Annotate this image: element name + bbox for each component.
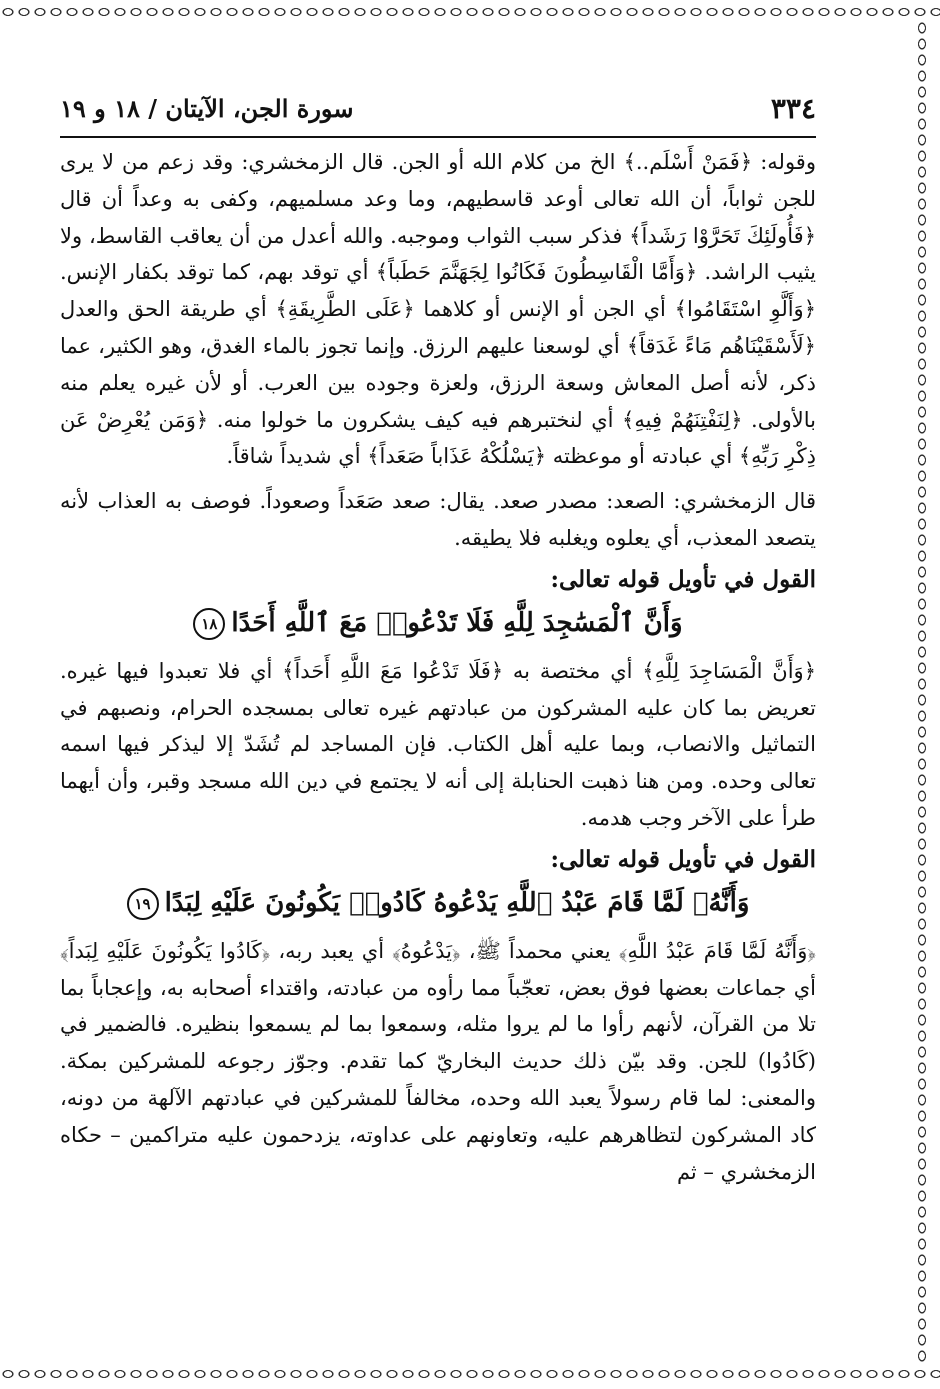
decorative-border-bottom [0, 1364, 940, 1384]
decorative-border-right [912, 20, 932, 1366]
book-page [60, 60, 816, 1360]
quran-verse [60, 601, 816, 645]
paragraph: وقوله: ﴿فَمَنْ أَسْلَم..﴾ الخ من كلام الله أو الجن. قال الزمخشري: وقد زعم من لا يرى للجن ثواباً، أن الله تعالى أوعد قاسطيهم، وما وعد مسلميهم، وكفى به وعداً أن قال ﴿فَأُولَئِكَ تَحَرَّوْا رَشَداً﴾ فذكر سبب الثواب وموجبه. والله أعدل من أن يعاقب القاسط، ولا يثيب الراشد. ﴿وَأَمَّا الْقَاسِطُونَ فَكَانُوا لِجَهَنَّمَ حَطَباً﴾ أي توقد بهم، كما توقد بكفار الإنس. ﴿وَأَلَّوِ اسْتَقَامُوا﴾ أي الجن أو الإنس أو كلاهما ﴿عَلَى الطَّرِيقَةِ﴾ أي طريقة الحق والعدل ﴿لَأَسْقَيْنَاهُم مَاءً غَدَقاً﴾ أي لوسعنا عليهم الرزق. وإنما تجوز بالماء الغدق، وهو الكثير، عما ذكر، لأنه أصل المعاش وسعة الرزق، ولعزة وجوده بين العرب. أو لأن غيره يعلم منه بالأولى. ﴿لِنَفْتِنَهُمْ فِيهِ﴾ أي لنختبرهم فيه كيف يشكرون ما خولوا منه. ﴿وَمَن يُعْرِضْ عَن ذِكْرِ رَبِّهِ﴾ أي عبادته أو موعظته ﴿يَسْلُكْهُ عَذَاباً صَعَداً﴾ أي شديداً شاقاً. [60, 150, 816, 469]
paragraph: ﴿وَأَنَّهُ لَمَّا قَامَ عَبْدُ اللَّهِ﴾ يعني محمداً ﷺ، ﴿يَدْعُوهُ﴾ أي يعبد ربه، ﴿كَادُوا يَكُونُونَ عَلَيْهِ لِبَداً﴾ أي جماعات بعضها فوق بعض، تعجّباً مما رأوه من عبادته، واقتداء أصحابه به، وإعجاباً بما تلا من القرآن، لأنهم رأوا ما لم يروا مثله، وسمعوا بما لم يسمعوا بنظيره. فالضمير في (كَادُوا) للجن. وقد بيّن ذلك حديث البخاريّ كما تقدم. وجوّز رجوعه للمشركين بمكة. والمعنى: لما قام رسولاً يعبد الله وحده، مخالفاً للمشركين في عبادتهم الآلهة من دونه، كاد المشركون لتظاهرهم عليه، وتعاونهم على عداوته، يزدحمون عليه متراكمين – حكاه الزمخشري – ثم [60, 938, 816, 1184]
paragraph: ﴿وَأَنَّ الْمَسَاجِدَ لِلَّهِ﴾ أي مختصة به ﴿فَلَا تَدْعُوا مَعَ اللَّهِ أَحَداً﴾ أي فلا تعبدوا فيها غيره. تعريض بما كان عليه المشركون من عبادتهم غيره تعالى بمسجده الحرام، ونصبهم في التماثيل والانصاب، وبما عليه أهل الكتاب. فإن المساجد لم تُشَدّ إلا ليذكر فيها اسمه تعالى وحده. ومن هنا ذهبت الحنابلة إلى أنه لا يجتمع في دين الله مسجد وقبر، وأن أيهما طرأ على الآخر وجب هدمه. [60, 658, 816, 830]
section-heading: القول في تأويل قوله تعالى: [550, 845, 816, 873]
verse-number: ١٨ [193, 608, 225, 640]
verse-number: ١٩ [127, 888, 159, 920]
page-number: ٣٣٤ [770, 91, 816, 125]
running-header [60, 88, 816, 128]
paragraph: قال الزمخشري: الصعد: مصدر صعد. يقال: صعد صَعَداً وصعوداً. فوصف به العذاب لأنه يتصعد المعذب، أي يعلوه ويغلبه فلا يطيقه. [60, 489, 816, 550]
section-heading: القول في تأويل قوله تعالى: [550, 565, 816, 593]
verse-text: وَأَنَّهُۥ لَمَّا قَامَ عَبْدُ ٱللَّهِ يَدْعُوهُ كَادُوا۟ يَكُونُونَ عَلَيْهِ لِبَدًا [164, 887, 750, 918]
header-rule [60, 136, 816, 138]
decorative-border-top [0, 2, 940, 22]
page-body [60, 144, 816, 1190]
verse-text: وَأَنَّ ٱلْمَسَٰجِدَ لِلَّهِ فَلَا تَدْعُوا۟ مَعَ ٱللَّهِ أَحَدًا [231, 607, 683, 638]
quran-verse [60, 881, 816, 925]
header-title: سورة الجن، الآيتان / ١٨ و ١٩ [60, 93, 354, 123]
